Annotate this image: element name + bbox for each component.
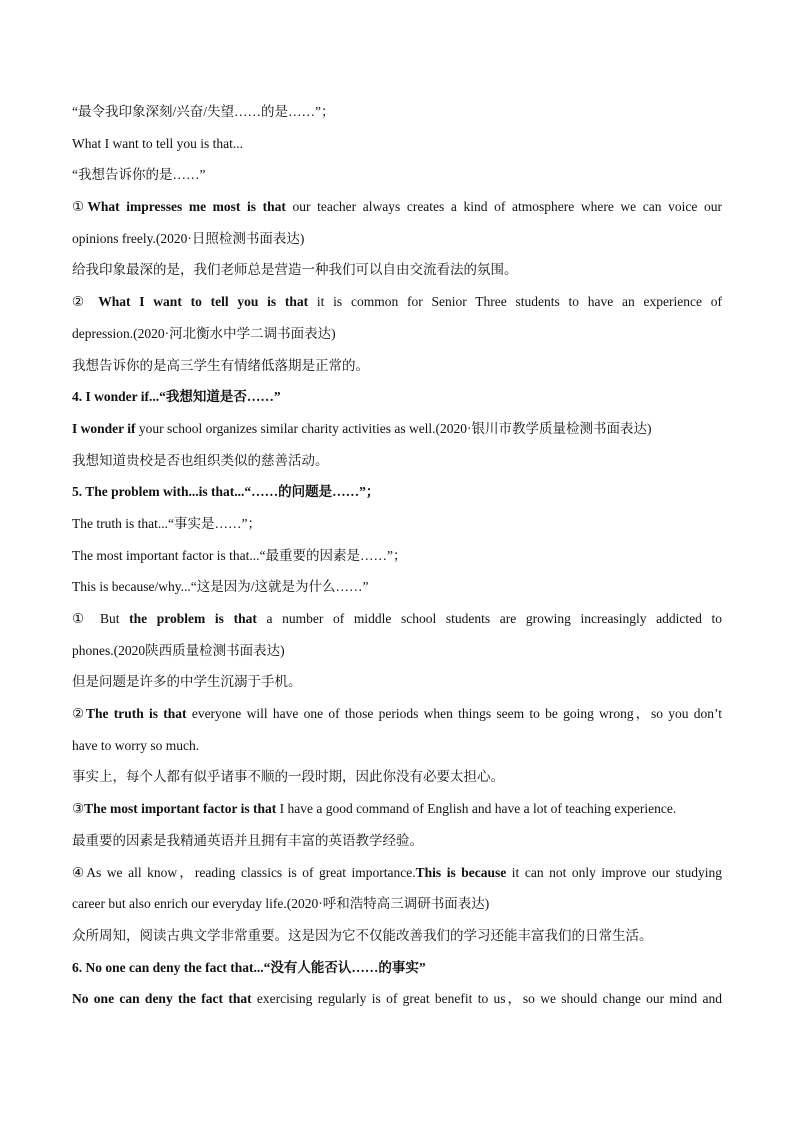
- text-line: What I want to tell you is that...: [72, 135, 243, 151]
- example-sentence-line: [72, 286, 722, 318]
- line-prefix: ②: [72, 706, 86, 722]
- section-heading: 4. I wonder if...“我想知道是否……”: [72, 389, 281, 405]
- key-phrase: What impresses me most is that: [87, 199, 286, 215]
- section-heading: 5. The problem with...is that...“……的问题是……”；: [72, 484, 380, 500]
- key-phrase: The truth is that: [86, 706, 187, 722]
- text-line: 最重要的因素是我精通英语并且拥有丰富的英语教学经验。: [72, 832, 423, 848]
- text-line: The truth is that...“事实是……”；: [72, 515, 261, 531]
- example-sentence-line: [72, 793, 722, 825]
- line-continuation: it can not only improve our studying: [506, 864, 722, 880]
- text-line: 事实上，每个人都有似乎诸事不顺的一段时期，因此你没有必要太担心。: [72, 769, 504, 785]
- text-line: 我想告诉你的是高三学生有情绪低落期是正常的。: [72, 357, 369, 373]
- text-line: depression.(2020·河北衡水中学二调书面表达): [72, 325, 336, 341]
- text-line: “最令我印象深刻/兴奋/失望……的是……”；: [72, 104, 335, 119]
- line-continuation: a number of middle school students are growing increasingly addicted to: [256, 611, 722, 626]
- key-phrase: This is because: [415, 864, 507, 880]
- text-line: The most important factor is that...“最重要的因素是……”；: [72, 547, 407, 563]
- key-phrase: The most important factor is that: [84, 801, 277, 817]
- line-prefix: ②: [72, 294, 99, 310]
- line-continuation: it is common for Senior Three students to have an experience of: [308, 294, 722, 310]
- text-line: career but also enrich our everyday life.(2020·呼和浩特高三调研书面表达): [72, 896, 490, 912]
- example-sentence-line: [72, 857, 722, 889]
- line-continuation: everyone will have one of those periods when things seem to be going wrong，so you don’t: [186, 706, 722, 722]
- text-line: opinions freely.(2020·日照检测书面表达): [72, 230, 305, 246]
- section-heading: 6. No one can deny the fact that...“没有人能否认……的事实”: [72, 959, 426, 975]
- line-continuation: your school organizes similar charity activities as well.(2020·银川市教学质量检测书面表达): [135, 420, 652, 436]
- document-page: [72, 96, 722, 1015]
- example-sentence-line: [72, 603, 722, 635]
- key-phrase: the problem is that: [129, 611, 257, 626]
- line-prefix: ③: [72, 801, 85, 817]
- line-prefix: ①: [72, 199, 88, 215]
- text-line: phones.(2020陕西质量检测书面表达): [72, 642, 285, 658]
- line-prefix: ① But: [72, 611, 130, 626]
- example-sentence-line: [72, 698, 722, 730]
- text-line: 我想知道贵校是否也组织类似的慈善活动。: [72, 452, 329, 468]
- key-phrase: No one can deny the fact that: [72, 991, 252, 1007]
- text-line: “我想告诉你的是……”: [72, 167, 206, 183]
- text-line: 但是问题是许多的中学生沉溺于手机。: [72, 674, 302, 690]
- example-sentence-line: [72, 983, 722, 1015]
- text-line: have to worry so much.: [72, 737, 200, 753]
- text-line: 众所周知，阅读古典文学非常重要。这是因为它不仅能改善我们的学习还能丰富我们的日常生活。: [72, 927, 653, 943]
- key-phrase: I wonder if: [72, 420, 136, 436]
- line-continuation: exercising regularly is of great benefit to us，so we should change our mind and: [251, 991, 722, 1007]
- text-line: 给我印象最深的是，我们老师总是营造一种我们可以自由交流看法的氛围。: [72, 262, 518, 278]
- example-sentence-line: [72, 191, 722, 223]
- line-continuation: I have a good command of English and have a lot of teaching experience.: [276, 801, 677, 817]
- line-continuation: our teacher always creates a kind of atmosphere where we can voice our: [285, 199, 722, 215]
- text-line: This is because/why...“这是因为/这就是为什么……”: [72, 579, 369, 595]
- line-prefix: ④As we all know，reading classics is of great importance.: [72, 864, 416, 880]
- example-sentence-line: [72, 413, 722, 445]
- key-phrase: What I want to tell you is that: [98, 294, 309, 310]
